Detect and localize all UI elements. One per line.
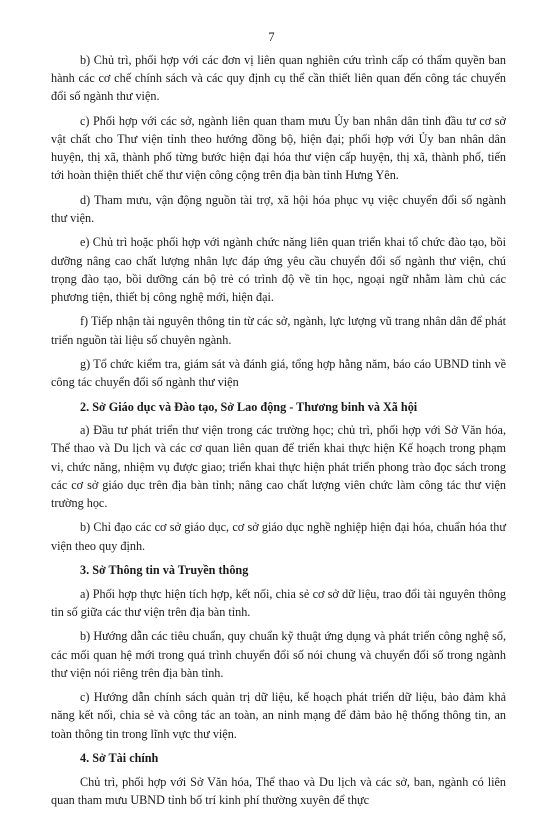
paragraph: b) Chỉ đạo các cơ sở giáo dục, cơ sở giáo dục nghề nghiệp hiện đại hóa, chuẩn hóa thư viện theo quy định. [51,520,506,553]
section-heading: 2. Sở Giáo dục và Đào tạo, Sở Lao động - Thương binh và Xã hội [80,399,418,414]
paragraph: Chủ trì, phối hợp với Sở Văn hóa, Thể thao và Du lịch và các sở, ban, ngành có liên quan tham mưu UBND tỉnh bố trí kinh phí thường xuyên để thực [51,774,506,807]
section-heading: 4. Sở Tài chính [80,750,159,765]
paragraph: e) Chủ trì hoặc phối hợp với ngành chức năng liên quan triển khai tổ chức đào tạo, bồi dưỡng nâng cao chất lượng nhân lực đáp ứng yêu cầu chuyển đổi số ngành thư viện, chú trọng đào tạo, bồi dưỡng cán bộ trẻ có trình độ về tin học, ngoại ngữ nhằm làm chủ các phương tiện, thiết bị công nghệ mới, hiện đại. [51,235,506,304]
paragraph: c) Phối hợp với các sở, ngành liên quan tham mưu Ủy ban nhân dân tỉnh đầu tư cơ sở vật chất cho Thư viện tỉnh theo hướng đồng bộ, hiện đại; phối hợp với Ủy ban nhân dân huyện, thị xã, thành phố từng bước hiện đại hóa thư viện cấp huyện, thị xã, thành phố, tiến tới hoàn thiện thiết chế thư viện công cộng trên địa bàn tỉnh Hưng Yên. [51,113,506,183]
paragraph: b) Chủ trì, phối hợp với các đơn vị liên quan nghiên cứu trình cấp có thẩm quyền ban hành các cơ chế chính sách và các quy định cụ thể cần thiết liên quan đến công tác chuyển đổi số ngành thư viện. [51,53,506,104]
paragraph: b) Hướng dẫn các tiêu chuẩn, quy chuẩn kỹ thuật ứng dụng và phát triển công nghệ số, các mối quan hệ mới trong quá trình chuyển đổi số nói chung và chuyển đổi số trong ngành thư viện nói riêng trên địa bàn tỉnh. [51,629,506,680]
page-number: 7 [268,30,275,44]
paragraph: d) Tham mưu, vận động nguồn tài trợ, xã hội hóa phục vụ việc chuyển đổi số ngành thư viện. [51,192,506,225]
paragraph: a) Phối hợp thực hiện tích hợp, kết nối, chia sẻ cơ sở dữ liệu, trao đổi tài nguyên thông tin số giữa các thư viện trên địa bàn tỉnh. [51,586,506,619]
section-heading: 3. Sở Thông tin và Truyền thông [80,563,249,578]
paragraph: c) Hướng dẫn chính sách quản trị dữ liệu, kế hoạch phát triển dữ liệu, bảo đảm khả năng kết nối, chia sẻ và công tác an toàn, an ninh mạng để đảm bảo hệ thống thông tin, an toàn thông tin trong lĩnh vực thư viện. [51,690,506,741]
document-body [51,51,506,815]
paragraph: g) Tổ chức kiểm tra, giám sát và đánh giá, tổng hợp hằng năm, báo cáo UBND tỉnh về công tác chuyển đổi số ngành thư viện [51,356,506,390]
paragraph: a) Đầu tư phát triển thư viện trong các trường học; chủ trì, phối hợp với Sở Văn hóa, Thể thao và Du lịch và các cơ quan liên quan để triển khai thực hiện Kế hoạch trong phạm vi, chức năng, nhiệm vụ được giao; triển khai thực hiện phát triển phong trào đọc sách trong các cơ sở giáo dục trên địa bàn tỉnh; nâng cao chất lượng viên chức làm công tác thư viện trường học. [51,423,506,511]
paragraph: f) Tiếp nhận tài nguyên thông tin từ các sở, ngành, lực lượng vũ trang nhân dân để phát triển nguồn tài liệu số chuyên ngành. [51,314,506,347]
